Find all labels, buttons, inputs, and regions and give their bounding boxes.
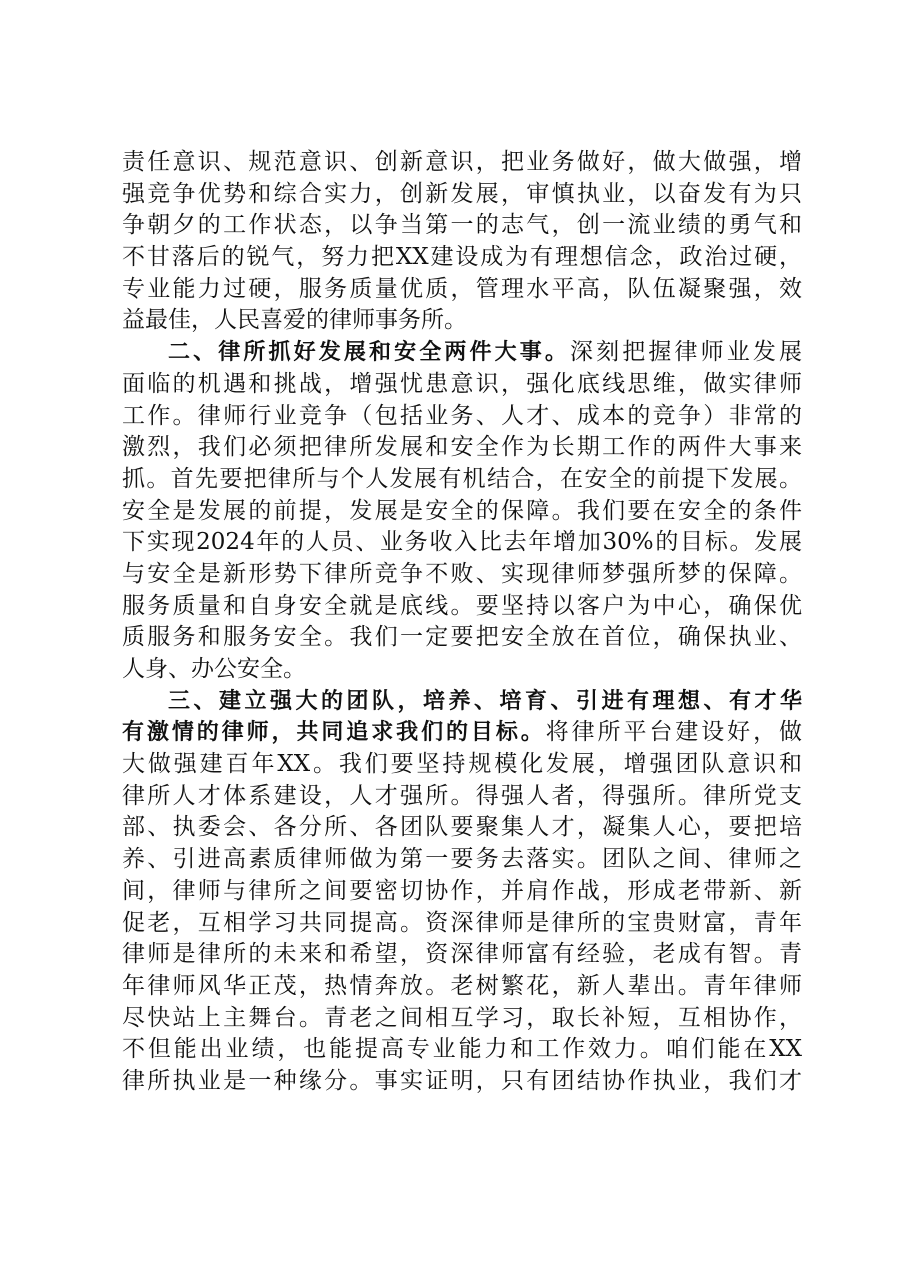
text-line: 律所人才体系建设，人才强所。得强人者，得强所。律所党支 bbox=[122, 782, 802, 809]
text-line: 律师是律所的未来和希望，资深律师富有经验，老成有智。青 bbox=[122, 941, 802, 968]
text-line bbox=[122, 686, 802, 718]
text-line: 年律师风华正茂，热情奔放。老树繁花，新人辈出。青年律师 bbox=[122, 972, 802, 999]
paragraph-1 bbox=[122, 147, 802, 337]
text-line: 益最佳，人民喜爱的律师事务所。 bbox=[122, 307, 467, 334]
paragraph-3 bbox=[122, 686, 802, 1098]
text-line: 不甘落后的锐气，努力把XX建设成为有理想信念，政治过硬， bbox=[122, 244, 802, 271]
section-heading: 二、律所抓好发展和安全两件大事。 bbox=[168, 340, 570, 366]
text-line: 责任意识、规范意识、创新意识，把业务做好，做大做强，增 bbox=[122, 149, 802, 175]
text-line: 律所执业是一种缘分。事实证明，只有团结协作执业，我们才 bbox=[122, 1067, 802, 1094]
text-line: 有激情的律师，共同追求我们的目标。将律所平台建设好，做 bbox=[122, 719, 802, 746]
text-line: 强竞争优势和综合实力，创新发展，审慎执业，以奋发有为只 bbox=[122, 180, 802, 207]
text-line: 人身、办公安全。 bbox=[122, 656, 306, 682]
text-line: 二、律所抓好发展和安全两件大事。深刻把握律师业发展 bbox=[168, 339, 802, 366]
text-line: 尽快站上主舞台。青老之间相互学习，取长补短，互相协作， bbox=[122, 1004, 802, 1031]
text-line: 安全是发展的前提，发展是安全的保障。我们要在安全的条件 bbox=[122, 497, 802, 524]
text-line: 工作。律师行业竞争（包括业务、人才、成本的竞争）非常的 bbox=[122, 402, 802, 429]
text-line: 部、执委会、各分所、各团队要聚集人才，凝集人心，要把培 bbox=[122, 814, 802, 841]
text-line: 间，律师与律所之间要密切协作，并肩作战，形成老带新、新 bbox=[122, 877, 802, 904]
text-line: 面临的机遇和挑战，增强忧患意识，强化底线思维，做实律师 bbox=[122, 370, 802, 397]
text-line: 服务质量和自身安全就是底线。要坚持以客户为中心，确保优 bbox=[122, 592, 802, 619]
text-line: 激烈，我们必须把律所发展和安全作为长期工作的两件大事来 bbox=[122, 434, 802, 461]
text-line: 不但能出业绩，也能提高专业能力和工作效力。咱们能在XX bbox=[122, 1036, 802, 1063]
text-line: 促老，互相学习共同提高。资深律师是律所的宝贵财富，青年 bbox=[122, 909, 802, 936]
section-heading: 三、建立强大的团队，培养、培育、引进有理想、有才华 bbox=[168, 688, 802, 714]
paragraph-2 bbox=[122, 337, 802, 686]
section-heading: 有激情的律师，共同追求我们的目标。 bbox=[122, 720, 546, 746]
text-line: 抓。首先要把律所与个人发展有机结合，在安全的前提下发展。 bbox=[122, 465, 802, 492]
document-body bbox=[122, 147, 802, 1098]
text-line: 下实现2024年的人员、业务收入比去年增加30%的目标。发展 bbox=[122, 529, 802, 556]
text-line: 养、引进高素质律师做为第一要务去落实。团队之间、律师之 bbox=[122, 846, 802, 873]
text-line: 争朝夕的工作状态，以争当第一的志气，创一流业绩的勇气和 bbox=[122, 212, 802, 239]
text-line: 专业能力过硬，服务质量优质，管理水平高，队伍凝聚强，效 bbox=[122, 275, 802, 302]
text-line: 与安全是新形势下律所竞争不败、实现律师梦强所梦的保障。 bbox=[122, 560, 802, 587]
text-line: 质服务和服务安全。我们一定要把安全放在首位，确保执业、 bbox=[122, 624, 802, 651]
text-line: 大做强建百年XX。我们要坚持规模化发展，增强团队意识和 bbox=[122, 751, 802, 778]
